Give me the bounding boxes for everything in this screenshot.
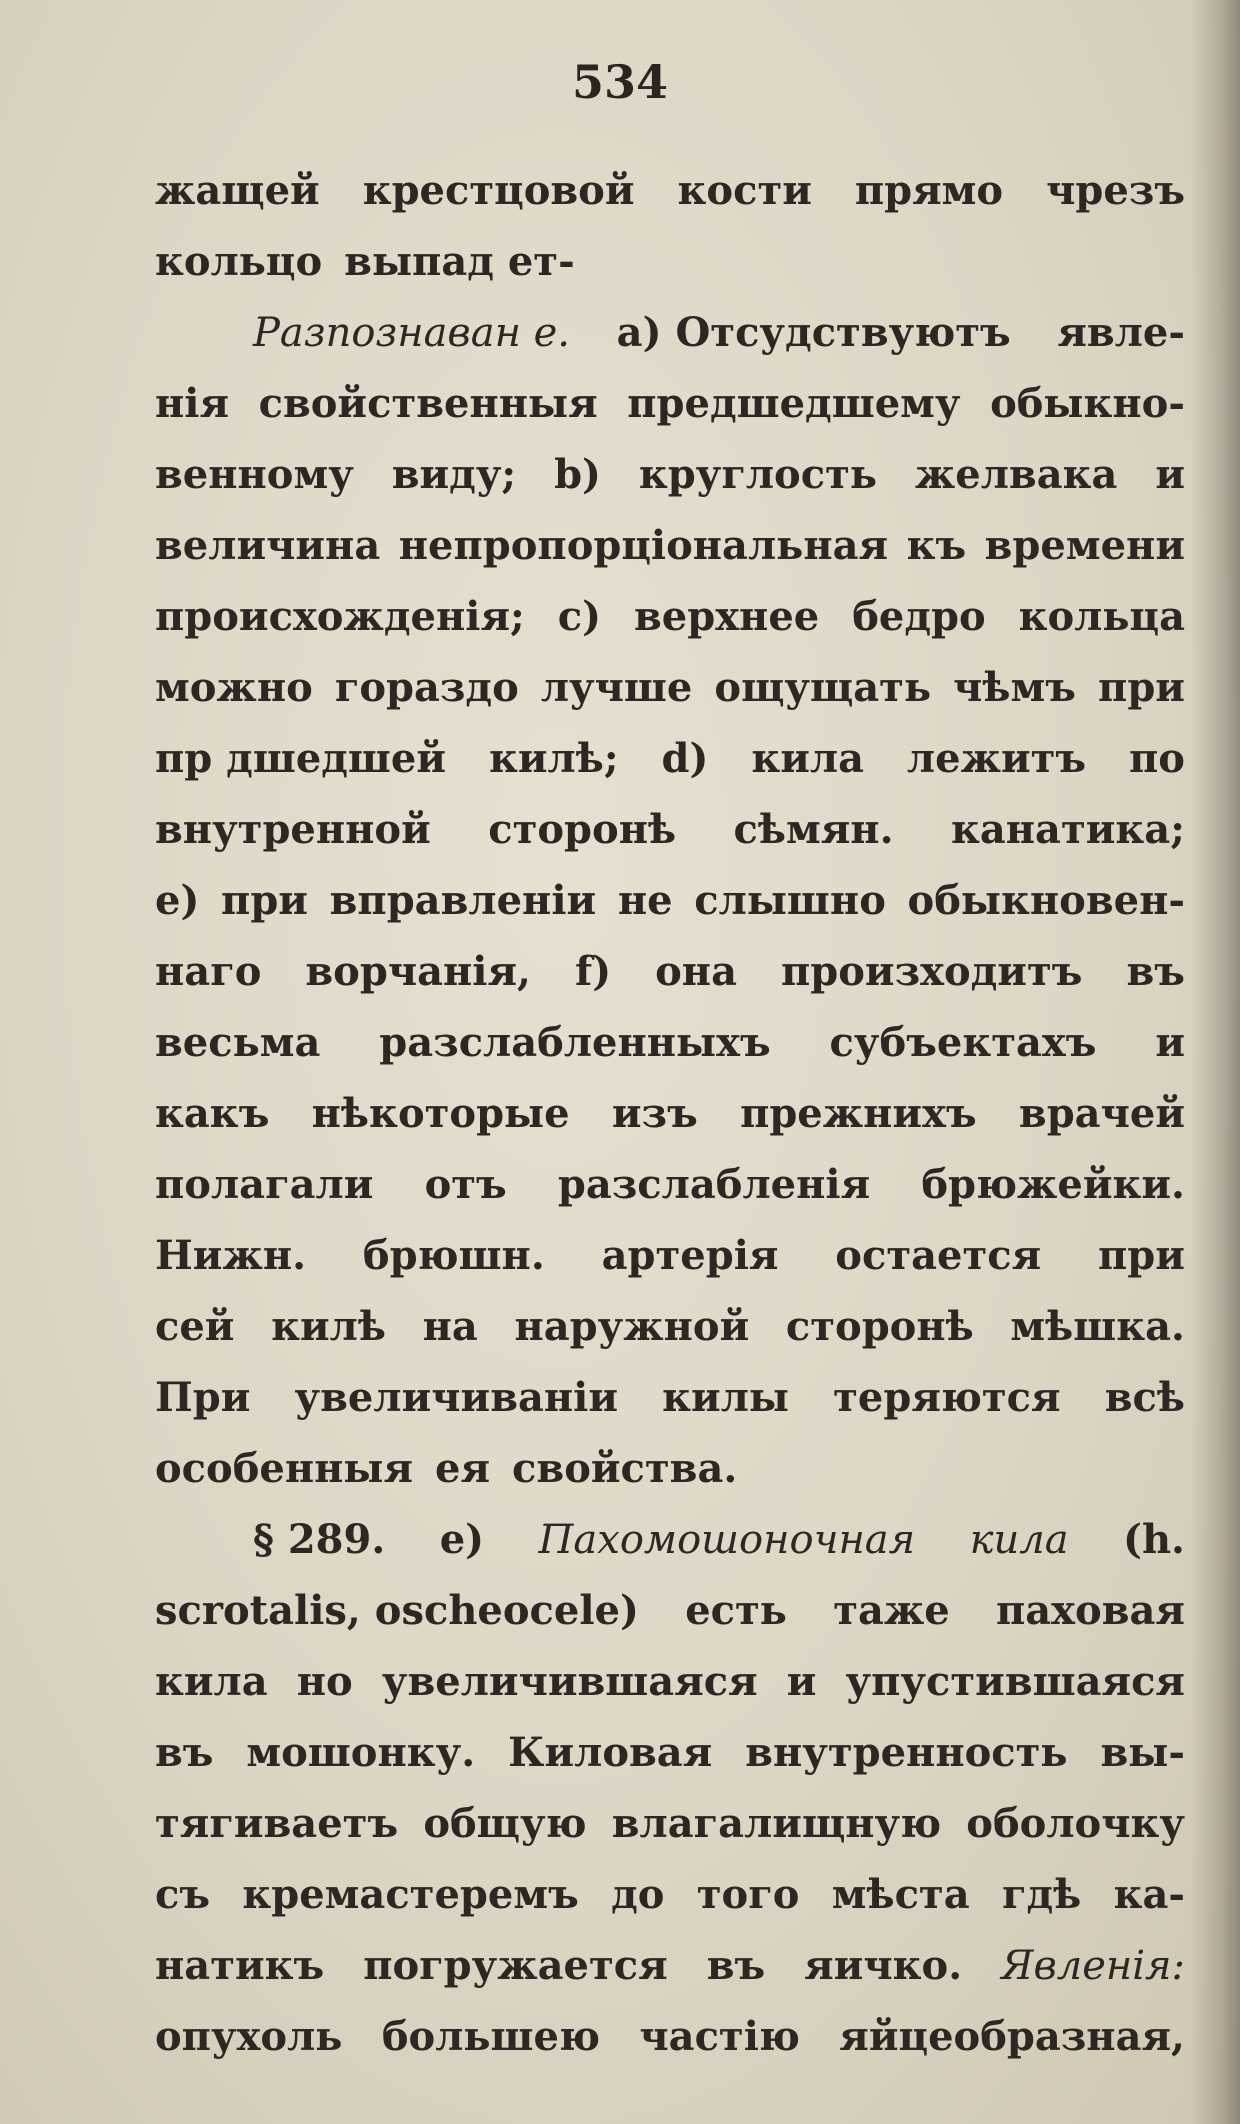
word: килы xyxy=(662,1374,790,1421)
word: до xyxy=(611,1871,665,1918)
text-line xyxy=(155,1930,1185,2001)
text-line xyxy=(155,1362,1185,1433)
word: d) xyxy=(661,735,709,782)
page-edge-shadow xyxy=(1190,0,1240,2124)
word: Киловая xyxy=(508,1729,713,1776)
word: scrotalis, oscheocele) xyxy=(155,1587,639,1634)
word: особенныя xyxy=(155,1445,414,1492)
text-line xyxy=(155,1646,1185,1717)
word: явле- xyxy=(1057,309,1185,356)
word: непропорціональная xyxy=(398,522,889,569)
word: обыкно- xyxy=(990,380,1185,427)
word: b) xyxy=(554,451,601,498)
word: брюшн. xyxy=(362,1232,545,1279)
word: мѣста xyxy=(831,1871,970,1918)
word: и xyxy=(1155,451,1185,498)
text-line xyxy=(155,865,1185,936)
word: нія xyxy=(155,380,230,427)
text-line xyxy=(155,510,1185,581)
word: наружной xyxy=(514,1303,750,1350)
word: не xyxy=(617,877,673,924)
text-line xyxy=(155,439,1185,510)
text-line xyxy=(155,1078,1185,1149)
text-line xyxy=(155,1575,1185,1646)
text-line xyxy=(155,723,1185,794)
word: виду; xyxy=(391,451,517,498)
word: и xyxy=(1155,1019,1185,1066)
text-line xyxy=(155,155,1185,226)
word: a) Отсудствуютъ xyxy=(616,309,1011,356)
text-line xyxy=(155,1220,1185,1291)
word: желвака xyxy=(914,451,1118,498)
word: свойства. xyxy=(512,1445,738,1492)
text-line xyxy=(155,297,1185,368)
word: разслабленныхъ xyxy=(379,1019,771,1066)
word: остается xyxy=(835,1232,1042,1279)
text-line xyxy=(155,581,1185,652)
word: частію xyxy=(639,2013,800,2060)
text-line xyxy=(155,1433,1185,1504)
word: въ xyxy=(706,1942,766,1989)
word: f) xyxy=(574,948,612,995)
word: къ xyxy=(906,522,967,569)
word: ворчанія, xyxy=(305,948,531,995)
word: жащей xyxy=(155,167,320,214)
word: кольца xyxy=(1018,593,1185,640)
word: Пахомошоночная xyxy=(538,1517,916,1563)
word: прямо xyxy=(854,167,1004,214)
word: круглость xyxy=(638,451,878,498)
word: въ xyxy=(1126,948,1185,995)
word: сей xyxy=(155,1303,235,1350)
word: ка- xyxy=(1113,1871,1185,1918)
word: какъ xyxy=(155,1090,270,1137)
word: e) xyxy=(155,877,200,924)
word: ея xyxy=(435,1445,491,1492)
word: ощущать xyxy=(714,664,932,711)
word: теряются xyxy=(833,1374,1061,1421)
word: венному xyxy=(155,451,354,498)
text-line xyxy=(155,1788,1185,1859)
word: брюжейки. xyxy=(921,1161,1185,1208)
word: погружается xyxy=(363,1942,668,1989)
word: бедро xyxy=(852,593,986,640)
word: всѣ xyxy=(1104,1374,1185,1421)
word: изъ xyxy=(611,1090,698,1137)
word: обыкновен- xyxy=(907,877,1185,924)
text-line xyxy=(155,1149,1185,1220)
page-number: 534 xyxy=(571,55,669,109)
word: врачей xyxy=(1018,1090,1185,1137)
text-line xyxy=(155,652,1185,723)
body-text xyxy=(155,155,1185,2072)
word: выпад ет- xyxy=(344,238,575,285)
word: сѣмян. xyxy=(733,806,894,853)
word: кила xyxy=(969,1517,1069,1563)
word: увеличившаяся xyxy=(381,1658,758,1705)
text-line xyxy=(155,1717,1185,1788)
word: предшедшему xyxy=(627,380,961,427)
word: того xyxy=(696,1871,800,1918)
word: при xyxy=(1098,664,1185,711)
word: гдѣ xyxy=(1001,1871,1082,1918)
word: полагали xyxy=(155,1161,374,1208)
word: внутренной xyxy=(155,806,431,853)
word: она xyxy=(655,948,737,995)
word: упустившаяся xyxy=(845,1658,1185,1705)
word: кости xyxy=(677,167,812,214)
word: сторонѣ xyxy=(488,806,677,853)
word: e) xyxy=(439,1516,485,1563)
word: увеличиваніи xyxy=(294,1374,619,1421)
word: Нижн. xyxy=(155,1232,307,1279)
word: c) xyxy=(557,593,602,640)
word: времени xyxy=(984,522,1185,569)
word: есть xyxy=(685,1587,787,1634)
word: яичко. xyxy=(804,1942,963,1989)
word: вправленіи xyxy=(329,877,597,924)
word: гораздо xyxy=(334,664,519,711)
word: тягиваетъ xyxy=(155,1800,399,1847)
word: на xyxy=(422,1303,478,1350)
text-line xyxy=(155,1859,1185,1930)
word: При xyxy=(155,1374,251,1421)
word: артерія xyxy=(601,1232,779,1279)
word: чѣмъ xyxy=(953,664,1076,711)
word: лежитъ xyxy=(906,735,1087,782)
word: сторонѣ xyxy=(785,1303,974,1350)
word: лучше xyxy=(540,664,693,711)
text-line xyxy=(155,794,1185,865)
text-line xyxy=(155,1504,1185,1575)
word: отъ xyxy=(424,1161,507,1208)
word: паховая xyxy=(995,1587,1185,1634)
text-line xyxy=(155,226,1185,297)
word: верхнее xyxy=(633,593,820,640)
word: § 289. xyxy=(253,1516,386,1563)
word: прежнихъ xyxy=(740,1090,977,1137)
word: въ xyxy=(155,1729,214,1776)
word: таже xyxy=(833,1587,950,1634)
word: канатика; xyxy=(950,806,1185,853)
text-line xyxy=(155,936,1185,1007)
word: свойственныя xyxy=(258,380,598,427)
word: чрезъ xyxy=(1046,167,1185,214)
word: можно xyxy=(155,664,313,711)
word: пр дшедшей xyxy=(155,735,447,782)
word: по xyxy=(1129,735,1185,782)
word: (h. xyxy=(1123,1516,1185,1563)
text-line xyxy=(155,1291,1185,1362)
word: опухоль xyxy=(155,2013,343,2060)
word: яйцеобразная, xyxy=(839,2013,1185,2060)
word: мѣшка. xyxy=(1010,1303,1185,1350)
word: при xyxy=(221,877,308,924)
word: кремастеремъ xyxy=(242,1871,579,1918)
word: натикъ xyxy=(155,1942,325,1989)
word: вы- xyxy=(1100,1729,1185,1776)
word: мошонку. xyxy=(246,1729,476,1776)
word: величина xyxy=(155,522,381,569)
word: влагалищную xyxy=(611,1800,942,1847)
word: нѣкоторые xyxy=(311,1090,570,1137)
word: крестцовой xyxy=(362,167,635,214)
word: весьма xyxy=(155,1019,321,1066)
word: происхожденія; xyxy=(155,593,525,640)
word: большею xyxy=(381,2013,600,2060)
text-line xyxy=(155,1007,1185,1078)
word: оболочку xyxy=(966,1800,1185,1847)
word: съ xyxy=(155,1871,211,1918)
word: кольцо xyxy=(155,238,323,285)
word: Явленія: xyxy=(1001,1943,1185,1989)
word: Разпознаван е. xyxy=(253,310,571,356)
word: произходитъ xyxy=(781,948,1083,995)
word: субъектахъ xyxy=(829,1019,1097,1066)
text-line xyxy=(155,368,1185,439)
word: килѣ; xyxy=(488,735,619,782)
word: разслабленія xyxy=(557,1161,871,1208)
word: килѣ xyxy=(271,1303,386,1350)
word: внутренность xyxy=(745,1729,1068,1776)
word: кила xyxy=(155,1658,268,1705)
word: но xyxy=(296,1658,353,1705)
word: наго xyxy=(155,948,262,995)
text-line xyxy=(155,2001,1185,2072)
word: слышно xyxy=(694,877,886,924)
word: кила xyxy=(751,735,865,782)
word: и xyxy=(786,1658,817,1705)
word: при xyxy=(1098,1232,1185,1279)
word: общую xyxy=(423,1800,587,1847)
